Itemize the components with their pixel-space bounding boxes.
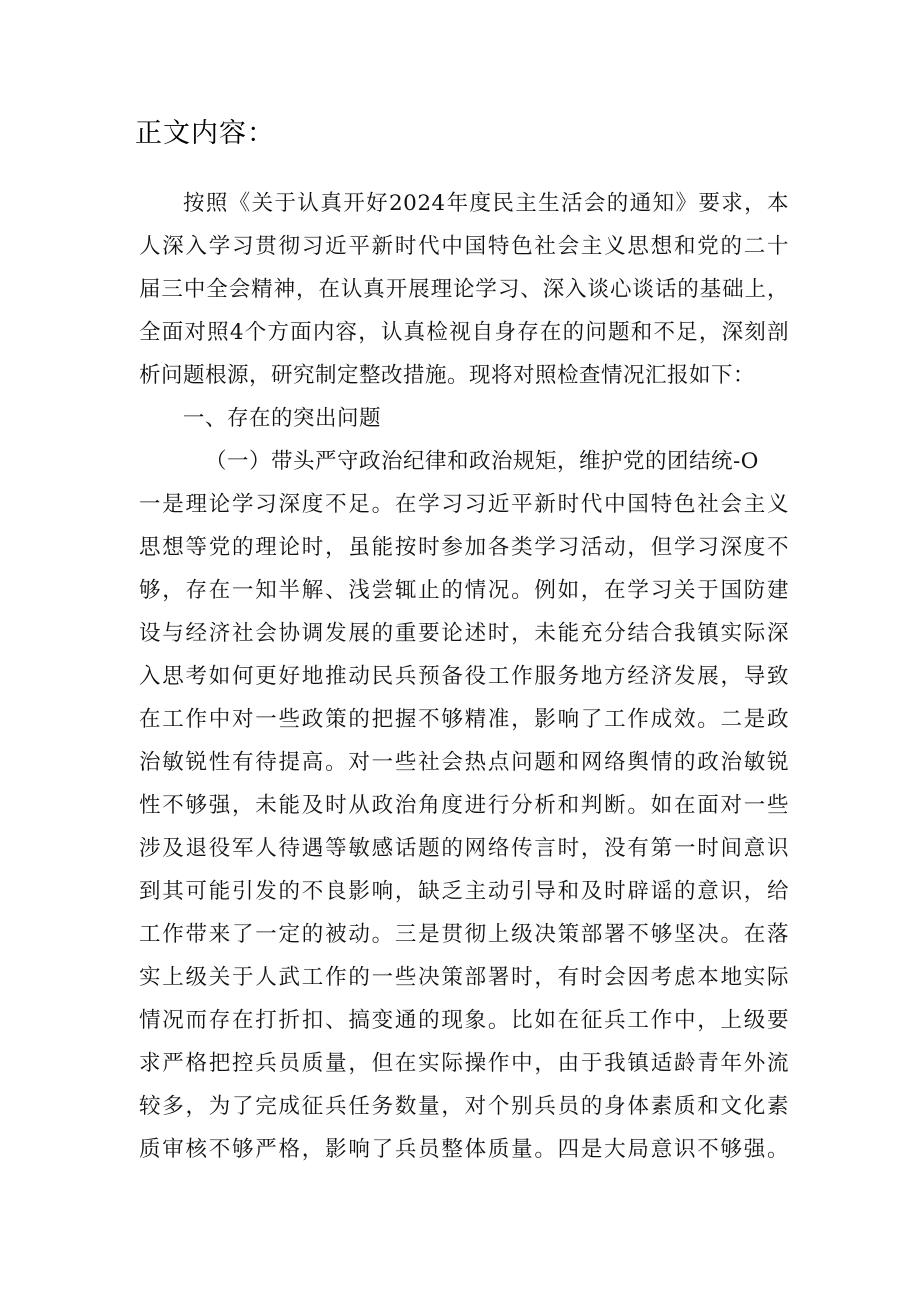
document-heading: 正文内容： (135, 118, 275, 149)
paragraph-line: 一是理论学习深度不足。在学习习近平新时代中国特色社会主义 (139, 492, 789, 517)
document-body (139, 182, 789, 1171)
paragraph-line: 实上级关于人武工作的一些决策部署时，有时会因考虑本地实际 (139, 965, 789, 990)
section-heading: 一、存在的突出问题 (183, 406, 382, 431)
paragraph-line: 按照《关于认真开好2024年度民主生活会的通知》要求，本 (183, 191, 789, 216)
paragraph-line: 涉及退役军人待遇等敏感话题的网络传言时，没有第一时间意识 (139, 836, 789, 861)
paragraph-line: 到其可能引发的不良影响，缺乏主动引导和及时辟谣的意识，给 (139, 879, 789, 904)
paragraph-line: 质审核不够严格，影响了兵员整体质量。四是大局意识不够强。 (139, 1137, 789, 1162)
paragraph-line: 人深入学习贯彻习近平新时代中国特色社会主义思想和党的二十 (139, 234, 789, 259)
paragraph-line: 工作带来了一定的被动。三是贯彻上级决策部署不够坚决。在落 (139, 922, 789, 947)
paragraph-line: 够，存在一知半解、浅尝辄止的情况。例如，在学习关于国防建 (139, 578, 789, 603)
paragraph-line: 析问题根源，研究制定整改措施。现将对照检查情况汇报如下： (139, 363, 756, 388)
paragraph-line: 性不够强，未能及时从政治角度进行分析和判断。如在面对一些 (139, 793, 789, 818)
paragraph-line: 思想等党的理论时，虽能按时参加各类学习活动，但学习深度不 (139, 535, 789, 560)
paragraph-line: 设与经济社会协调发展的重要论述时，未能充分结合我镇实际深 (139, 621, 789, 646)
paragraph-line: 届三中全会精神，在认真开展理论学习、深入谈心谈话的基础上， (139, 277, 789, 302)
paragraph-line: 求严格把控兵员质量，但在实际操作中，由于我镇适龄青年外流 (139, 1051, 789, 1076)
paragraph-line: 全面对照4个方面内容，认真检视自身存在的问题和不足，深刻剖 (139, 320, 789, 345)
paragraph-line: 在工作中对一些政策的把握不够精准，影响了工作成效。二是政 (139, 707, 789, 732)
paragraph-line: 治敏锐性有待提高。对一些社会热点问题和网络舆情的政治敏锐 (139, 750, 789, 775)
paragraph-line: 较多，为了完成征兵任务数量，对个别兵员的身体素质和文化素 (139, 1094, 789, 1119)
subsection-heading: （一）带头严守政治纪律和政治规矩，维护党的团结统-O (205, 449, 759, 474)
paragraph-line: 入思考如何更好地推动民兵预备役工作服务地方经济发展，导致 (139, 664, 789, 689)
paragraph-line: 情况而存在打折扣、搞变通的现象。比如在征兵工作中，上级要 (139, 1008, 789, 1033)
